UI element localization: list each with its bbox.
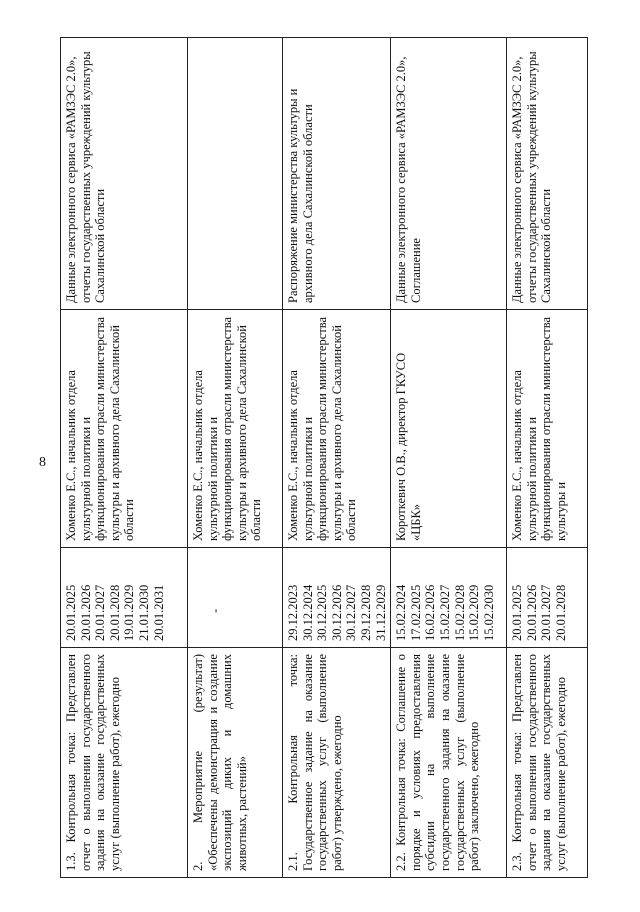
description-cell: 2.2. Контрольная точка: Соглашение о порядке и условиях предоставления субсидии на выполнение государственного задания на оказание государственных услуг (выполнение работ) заключено, ежегодно bbox=[391, 648, 507, 878]
table-row bbox=[507, 38, 588, 878]
document-cell: Данные электронного сервиса «РАМЗЭС 2.0», Соглашение bbox=[391, 38, 507, 310]
page-number: 8 bbox=[39, 455, 46, 470]
dates-cell: 15.02.2024 17.02.2025 16.02.2026 15.02.2027 15.02.2028 15.02.2029 15.02.2030 bbox=[391, 548, 507, 648]
table-row bbox=[391, 38, 507, 878]
document-cell: Данные электронного сервиса «РАМЗЭС 2.0», отчеты государственных учреждений культуры Сахалинской области bbox=[507, 38, 588, 310]
responsible-cell: Короткевич О.В., директор ГКУСО «ЦБК» bbox=[391, 310, 507, 548]
responsible-cell: Хоменко Е.С., начальник отдела культурной политики и функционирования отрасли министерства культуры и bbox=[507, 310, 588, 548]
description-cell: 2. Мероприятие (результат) «Обеспечены демонстрация и создание экспозиций диких и домашних животных, растений» bbox=[188, 648, 283, 878]
dates-cell: 29.12.2023 30.12.2024 30.12.2025 30.12.2026 30.12.2027 29.12.2028 31.12.2029 bbox=[283, 548, 391, 648]
document-cell bbox=[188, 38, 283, 310]
description-cell: 2.1. Контрольная точка: Государственное задание на оказание государственных услуг (выполнение работ) утверждено, ежегодно bbox=[283, 648, 391, 878]
document-cell: Распоряжение министерства культуры и архивного дела Сахалинской области bbox=[283, 38, 391, 310]
description-cell: 2.3. Контрольная точка: Представлен отчет о выполнении государственного задания на оказание государственных услуг (выполнение работ), ежегодно bbox=[507, 648, 588, 878]
responsible-cell: Хоменко Е.С., начальник отдела культурной политики и функционирования отрасли министерства культуры и архивного дела Сахалинской области bbox=[61, 310, 188, 548]
dates-cell: - bbox=[188, 548, 283, 648]
responsible-cell: Хоменко Е.С., начальник отдела культурной политики и функционирования отрасли министерства культуры и архивного дела Сахалинской области bbox=[188, 310, 283, 548]
responsible-cell: Хоменко Е.С., начальник отдела культурной политики и функционирования отрасли министерства культуры и архивного дела Сахалинской области bbox=[283, 310, 391, 548]
description-cell: 1.3. Контрольная точка: Представлен отчет о выполнении государственного задания на оказание государственных услуг (выполнение работ), ежегодно bbox=[61, 648, 188, 878]
rotated-table-container bbox=[60, 38, 588, 878]
table-row bbox=[188, 38, 283, 878]
document-cell: Данные электронного сервиса «РАМЗЭС 2.0», отчеты государственных учреждений культуры Сахалинской области bbox=[61, 38, 188, 310]
control-points-table bbox=[60, 37, 588, 878]
table-row bbox=[283, 38, 391, 878]
dates-cell: 20.01.2025 20.01.2026 20.01.2027 20.01.2028 bbox=[507, 548, 588, 648]
table-row bbox=[61, 38, 188, 878]
dates-cell: 20.01.2025 20.01.2026 20.01.2027 20.01.2028 19.01.2029 21.01.2030 20.01.2031 bbox=[61, 548, 188, 648]
